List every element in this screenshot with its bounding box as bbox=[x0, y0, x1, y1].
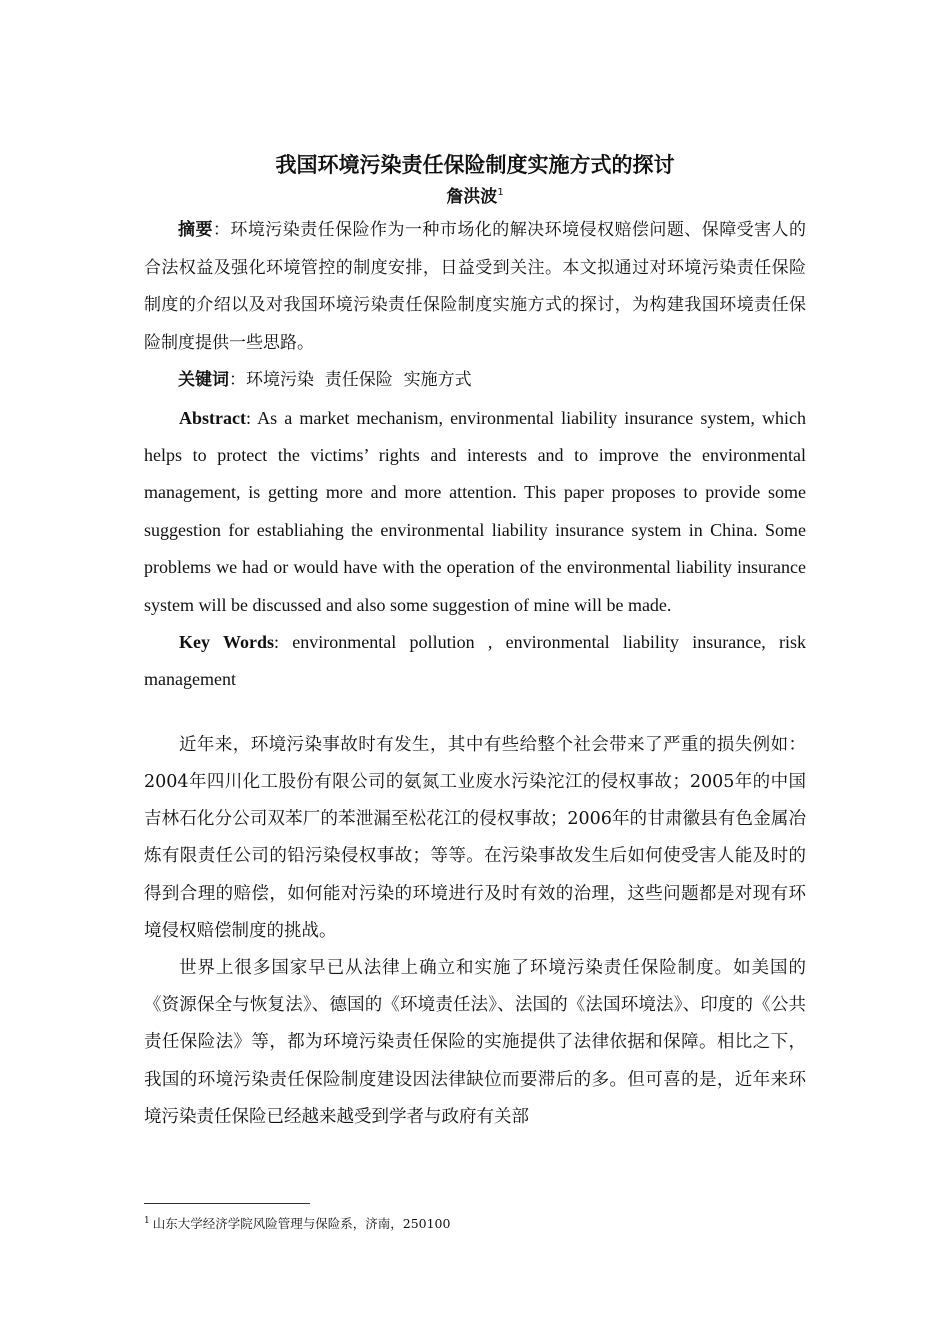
keywords-en-colon: : bbox=[273, 631, 293, 652]
keywords-cn-label: 关键词 bbox=[178, 370, 229, 390]
body-paragraph-2: 世界上很多国家早已从法律上确立和实施了环境污染责任保险制度。如美国的《资源保全与恢复法》、德国的《环境责任法》、法国的《法国环境法》、印度的《公共责任保险法》等，都为环境污染责任保险的实施提供了法律依据和保障。相比之下，我国的环境污染责任保险制度建设因法律缺位而要滞后的多。但可喜的是，近年来环境污染责任保险已经越来越受到学者与政府有关部 bbox=[144, 957, 806, 1127]
footnote bbox=[144, 1212, 806, 1233]
section-gap bbox=[144, 699, 806, 727]
abstract-en-colon: : bbox=[245, 407, 258, 428]
keywords-en-label: Key Words bbox=[179, 631, 274, 652]
keywords-cn-colon: ： bbox=[229, 370, 246, 390]
author-footnote-mark[interactable]: 1 bbox=[497, 187, 504, 198]
abstract-cn-label: 摘要 bbox=[178, 220, 213, 240]
abstract-cn bbox=[144, 212, 806, 362]
author-name: 詹洪波 bbox=[446, 187, 498, 207]
keywords-cn bbox=[144, 362, 806, 400]
body-paragraph-1: 近年来，环境污染事故时有发生，其中有些给整个社会带来了严重的损失例如：2004年四川化工股份有限公司的氨氮工业废水污染沱江的侵权事故；2005年的中国吉林石化分公司双苯厂的苯泄漏至松花江的侵权事故；2006年的甘肃徽县有色金属冶炼有限责任公司的铅污染侵权事故；等等。在污染事故发生后如何使受害人能及时的得到合理的赔偿，如何能对污染的环境进行及时有效的治理，这些问题都是对现有环境侵权赔偿制度的挑战。 bbox=[144, 734, 806, 941]
abstract-en-text: As a market mechanism, environmental liability insurance system, which helps to protect the victims’ rights and interests and to improve the environmental management, is getting more and more attention. This paper proposes to provide some suggestion for establiahing the environmental liability insurance system in China. Some problems we had or would have with the operation of the environmental liability insurance system will be discussed and also some suggestion of mine will be made. bbox=[144, 407, 806, 615]
abstract-en bbox=[144, 400, 806, 624]
paper-body bbox=[144, 150, 806, 1136]
footnote-text: 山东大学经济学院风险管理与保险系，济南，250100 bbox=[152, 1216, 451, 1231]
keywords-en bbox=[144, 624, 806, 699]
abstract-en-label: Abstract bbox=[179, 407, 246, 428]
abstract-cn-text: 环境污染责任保险作为一种市场化的解决环境侵权赔偿问题、保障受害人的合法权益及强化环境管控的制度安排，日益受到关注。本文拟通过对环境污染责任保险制度的介绍以及对我国环境污染责任保险制度实施方式的探讨，为构建我国环境责任保险制度提供一些思路。 bbox=[144, 220, 807, 353]
abstract-cn-colon: ： bbox=[212, 220, 231, 240]
footnote-mark: 1 bbox=[144, 1216, 150, 1226]
keywords-cn-text: 环境污染 责任保险 实施方式 bbox=[246, 370, 472, 390]
author-line bbox=[144, 180, 806, 210]
footnote-divider bbox=[144, 1203, 310, 1204]
keywords-en-text: environmental pollution , environmental liability insurance, risk management bbox=[144, 631, 806, 690]
paper-title: 我国环境污染责任保险制度实施方式的探讨 bbox=[275, 153, 675, 177]
